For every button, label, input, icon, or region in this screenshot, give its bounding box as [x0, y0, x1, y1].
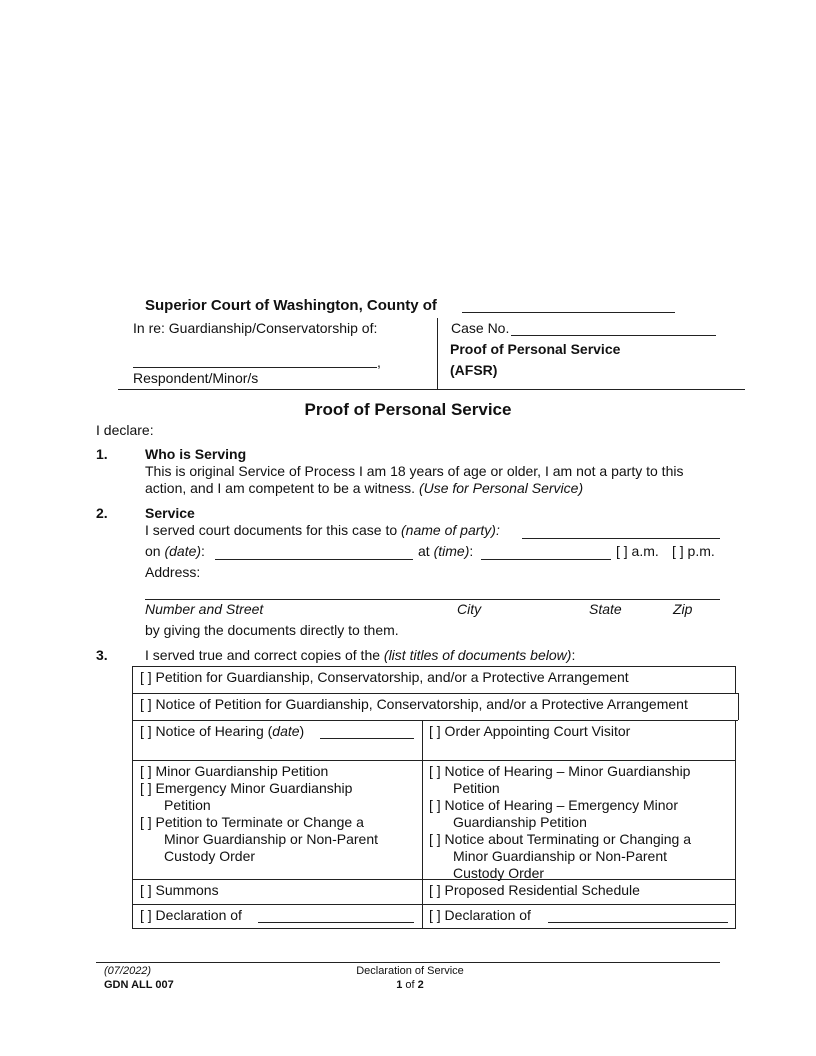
time-field[interactable] [481, 544, 611, 560]
doc-checkbox-emergency-petition[interactable]: [ ] Emergency Minor Guardianship [140, 780, 353, 796]
doc-checkbox-notice-hearing[interactable] [140, 723, 304, 740]
doc-notice-terminating-cont-2: Custody Order [453, 865, 545, 881]
page-title: Proof of Personal Service [304, 400, 512, 419]
table-row-rule-1 [132, 693, 738, 694]
doc-checkbox-petition[interactable]: [ ] Petition for Guardianship, Conservatorship, and/or a Protective Arrangement [140, 669, 629, 685]
section-1-line2 [145, 480, 583, 496]
served-label: I served court documents for this case to [145, 522, 398, 538]
table-bottom-rule [132, 928, 736, 929]
notice-hearing-date-label: date [272, 723, 300, 739]
doc-checkbox-terminate-petition[interactable]: [ ] Petition to Terminate or Change a [140, 814, 364, 830]
footer-form-id: GDN ALL 007 [104, 979, 174, 991]
caption-bottom-rule [118, 389, 745, 390]
address-label: Address: [145, 564, 201, 580]
caption-divider [437, 318, 438, 390]
footer-rule [96, 962, 720, 963]
section-3-number: 3. [96, 647, 108, 663]
doc-checkbox-notice-petition[interactable]: [ ] Notice of Petition for Guardianship, Conservatorship, and/or a Protective Arrangement [140, 696, 688, 712]
section-3-text [145, 647, 575, 663]
respondent-name-field[interactable] [133, 352, 377, 368]
doc-checkbox-summons[interactable]: [ ] Summons [140, 882, 219, 898]
respondent-comma: , [377, 354, 381, 370]
address-state-caption: State [589, 601, 622, 617]
address-field[interactable] [145, 584, 720, 600]
footer-page-num: 1 [396, 979, 403, 991]
footer-date: (07/2022) [104, 965, 152, 977]
section-1-line1: This is original Service of Process I am 18 years of age or older, I am not a party to this [145, 463, 684, 479]
footer-page-total: 2 [417, 979, 424, 991]
section-1-heading: Who is Serving [145, 446, 247, 462]
notice-hearing-date-field[interactable] [320, 723, 414, 739]
section-3-italic: (list titles of documents below) [383, 647, 572, 663]
case-no-field[interactable] [511, 321, 716, 336]
doc-checkbox-residential-schedule[interactable]: [ ] Proposed Residential Schedule [429, 882, 640, 898]
table-right-rule-3 [735, 720, 736, 928]
date-label: (date) [164, 543, 202, 559]
footer-title: Declaration of Service [356, 965, 464, 977]
section-2-heading: Service [145, 505, 195, 521]
doc-notice-minor-hearing-cont: Petition [453, 780, 500, 796]
table-right-rule-2 [738, 693, 739, 720]
table-center-rule [422, 720, 423, 928]
declaration-right-field[interactable] [548, 907, 728, 923]
section-1-number: 1. [96, 446, 108, 462]
notice-hearing-paren: ) [299, 723, 305, 739]
respondent-label: Respondent/Minor/s [133, 370, 259, 386]
section-2-number: 2. [96, 505, 108, 521]
doc-emergency-petition-cont: Petition [164, 797, 211, 813]
footer-page-of: of [405, 979, 415, 991]
caption-doc-title: Proof of Personal Service [450, 341, 621, 357]
by-giving-text: by giving the documents directly to them. [145, 622, 399, 638]
time-label: (time) [433, 543, 470, 559]
court-title: Superior Court of Washington, County of [145, 297, 437, 314]
declaration-left-field[interactable] [258, 907, 414, 923]
doc-terminate-petition-cont-2: Custody Order [164, 848, 256, 864]
section-3-label: I served true and correct copies of the [145, 647, 381, 663]
doc-terminate-petition-cont-1: Minor Guardianship or Non-Parent [164, 831, 378, 847]
address-city-caption: City [457, 601, 482, 617]
doc-notice-emergency-hearing-cont: Guardianship Petition [453, 814, 587, 830]
doc-checkbox-notice-terminating[interactable]: [ ] Notice about Terminating or Changing a [429, 831, 692, 847]
county-field[interactable] [462, 298, 675, 313]
pm-checkbox[interactable]: [ ] p.m. [672, 543, 715, 559]
footer-page [310, 979, 510, 991]
section-3-colon: : [571, 647, 576, 663]
time-colon: : [469, 543, 474, 559]
doc-checkbox-court-visitor[interactable]: [ ] Order Appointing Court Visitor [429, 723, 631, 739]
doc-checkbox-notice-emergency-hearing[interactable]: [ ] Notice of Hearing – Emergency Minor [429, 797, 678, 813]
table-row-rule-3 [132, 760, 736, 761]
served-text [145, 522, 500, 538]
in-re-label: In re: Guardianship/Conservatorship of: [133, 320, 378, 336]
time-label-group [418, 543, 473, 559]
on-label: on [145, 543, 161, 559]
table-right-rule-1 [735, 666, 736, 693]
table-row-rule-2 [132, 720, 738, 721]
date-field[interactable] [215, 544, 413, 560]
date-colon: : [201, 543, 205, 559]
table-left-rule [132, 666, 133, 928]
served-party-label: (name of party): [401, 522, 500, 538]
doc-checkbox-minor-petition[interactable]: [ ] Minor Guardianship Petition [140, 763, 329, 779]
date-label-group [145, 543, 205, 559]
table-row-rule-4 [132, 879, 736, 880]
at-label: at [418, 543, 430, 559]
case-no-label: Case No. [451, 320, 510, 336]
notice-hearing-label: [ ] Notice of Hearing ( [140, 723, 273, 739]
table-top-rule [132, 666, 736, 667]
caption-doc-code: (AFSR) [450, 362, 498, 378]
address-street-caption: Number and Street [145, 601, 264, 617]
table-row-rule-5 [132, 904, 736, 905]
address-zip-caption: Zip [673, 601, 693, 617]
declare-text: I declare: [96, 422, 154, 438]
doc-notice-terminating-cont-1: Minor Guardianship or Non-Parent [453, 848, 667, 864]
doc-checkbox-declaration-right[interactable]: [ ] Declaration of [429, 907, 531, 923]
section-1-line2-italic: (Use for Personal Service) [418, 480, 584, 496]
section-1-line2-text: action, and I am competent to be a witness. [145, 480, 416, 496]
doc-checkbox-declaration-left[interactable]: [ ] Declaration of [140, 907, 242, 923]
doc-checkbox-notice-minor-hearing[interactable]: [ ] Notice of Hearing – Minor Guardianship [429, 763, 691, 779]
am-checkbox[interactable]: [ ] a.m. [616, 543, 659, 559]
party-name-field[interactable] [522, 523, 720, 539]
